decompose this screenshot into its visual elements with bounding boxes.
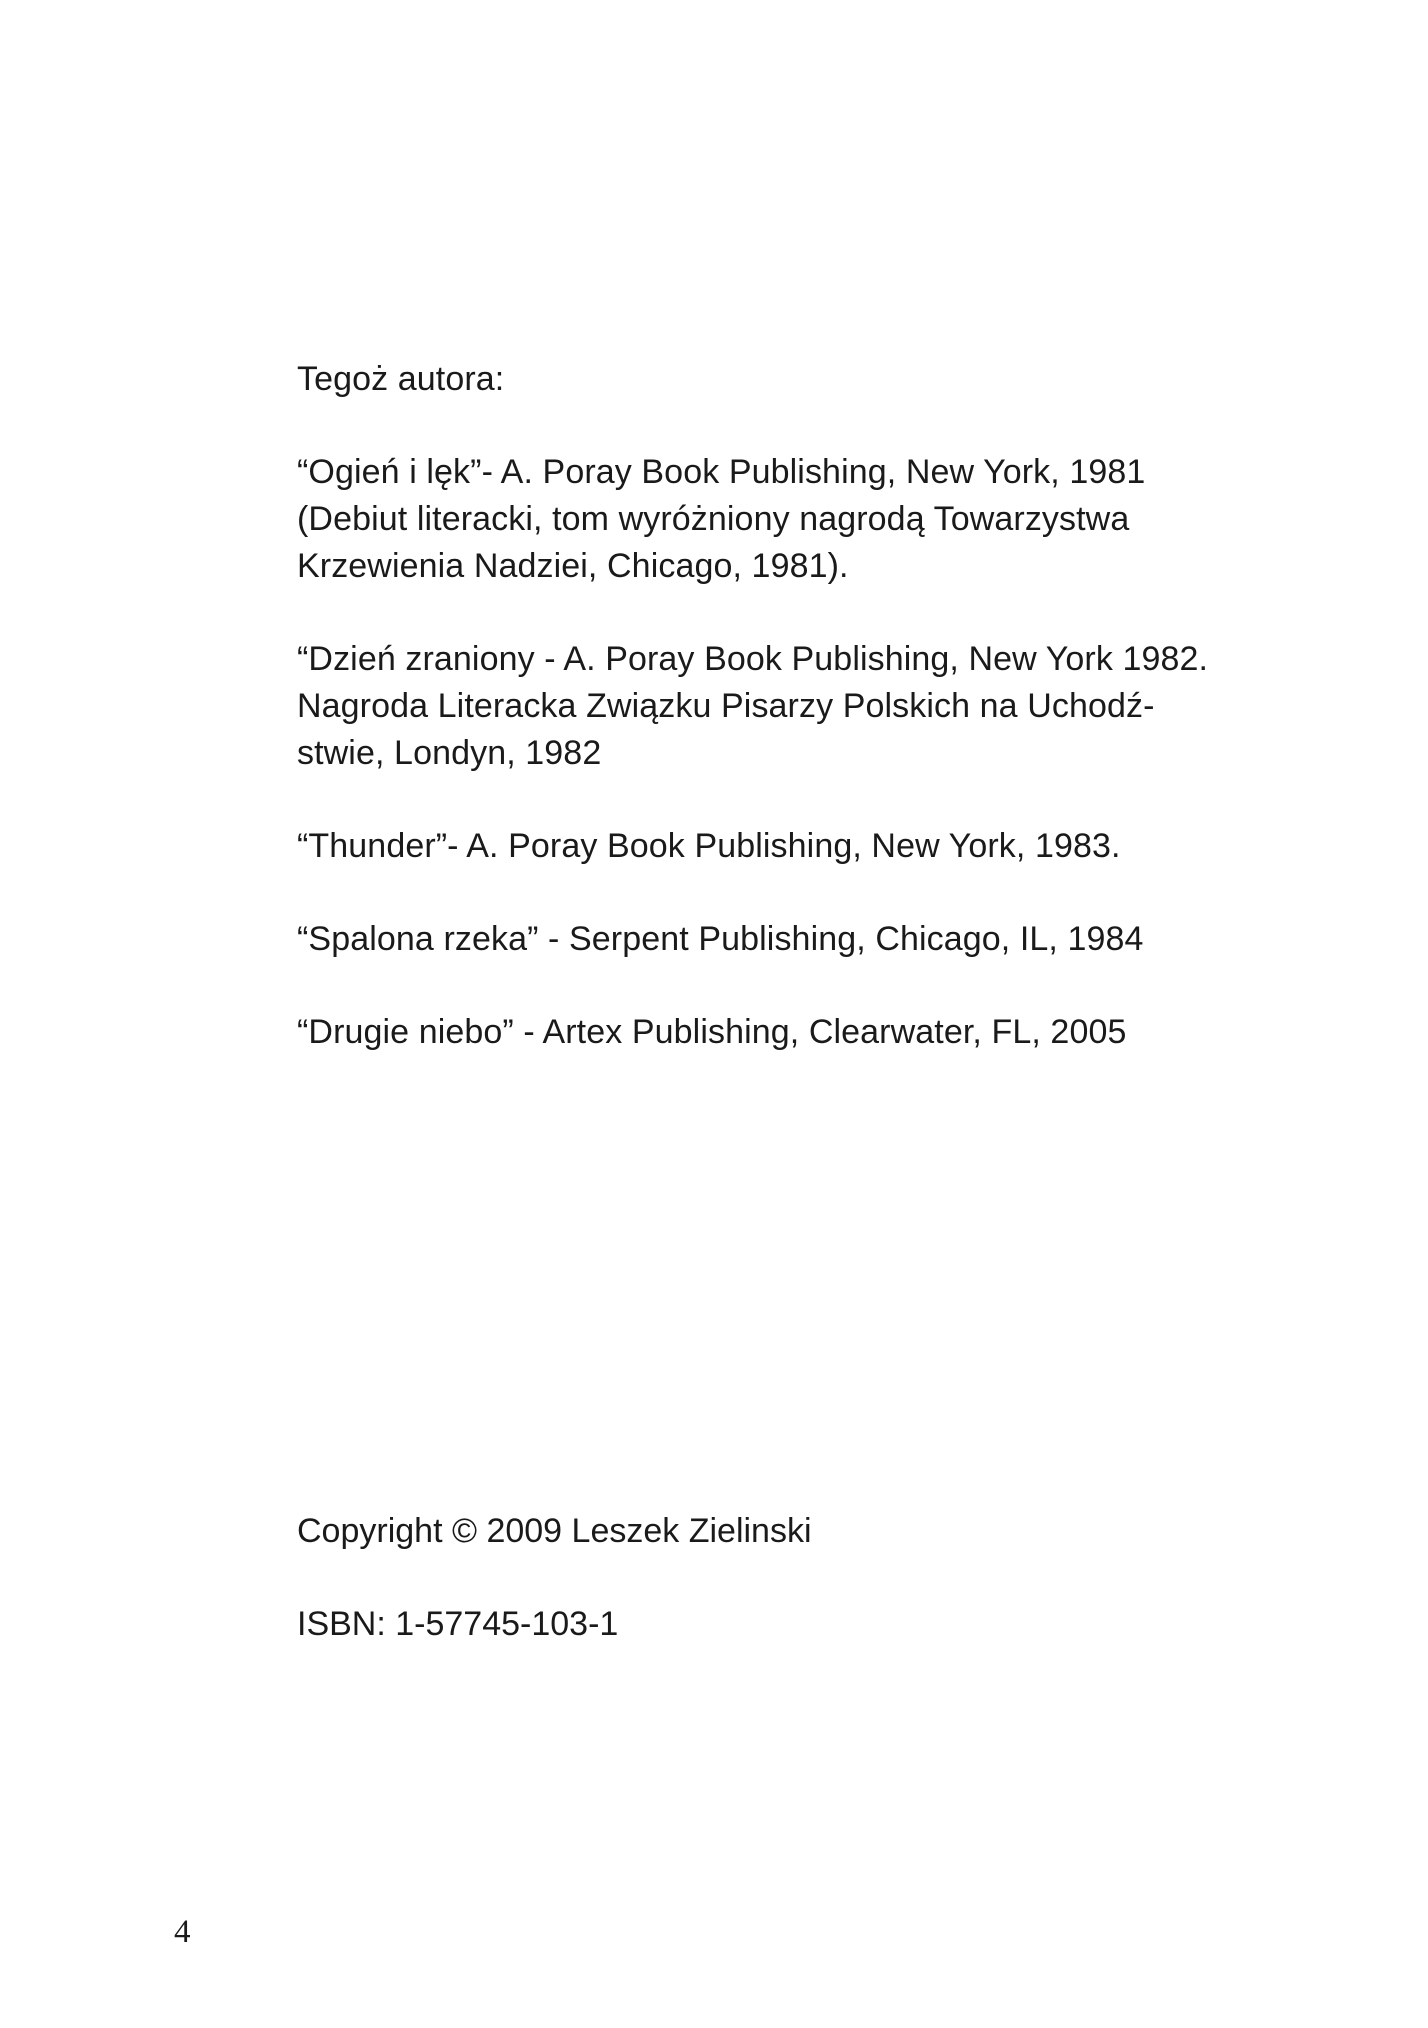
entry-line: Krzewienia Nadziei, Chicago, 1981). [297, 547, 849, 585]
bibliography-heading: Tegoż autora: [297, 360, 505, 398]
isbn-number: ISBN: 1-57745-103-1 [297, 1605, 619, 1643]
entry-line: stwie, Londyn, 1982 [297, 734, 602, 772]
copyright-notice: Copyright © 2009 Leszek Zielinski [297, 1512, 812, 1550]
entry-line: Nagroda Literacka Związku Pisarzy Polskich na Uchodź- [297, 687, 1155, 725]
entry-line: “Drugie niebo” - Artex Publishing, Clearwater, FL, 2005 [297, 1013, 1127, 1051]
entry-line: (Debiut literacki, tom wyróżniony nagrodą Towarzystwa [297, 500, 1130, 538]
entry-line: “Spalona rzeka” - Serpent Publishing, Chicago, IL, 1984 [297, 920, 1144, 958]
bibliography-entry-dzien [297, 636, 1297, 777]
page-number: 4 [174, 1914, 191, 1950]
copyright-section [297, 1508, 1297, 1694]
bibliography-section [297, 356, 1297, 1102]
bibliography-entry-ogien [297, 449, 1297, 590]
entry-line: “Ogień i lęk”- A. Poray Book Publishing, New York, 1981 [297, 453, 1146, 491]
entry-line: “Dzień zraniony - A. Poray Book Publishing, New York 1982. [297, 640, 1209, 678]
bibliography-entry-drugie [297, 1009, 1297, 1056]
bibliography-entry-spalona [297, 916, 1297, 963]
entry-line: “Thunder”- A. Poray Book Publishing, New York, 1983. [297, 827, 1121, 865]
bibliography-entry-thunder [297, 823, 1297, 870]
